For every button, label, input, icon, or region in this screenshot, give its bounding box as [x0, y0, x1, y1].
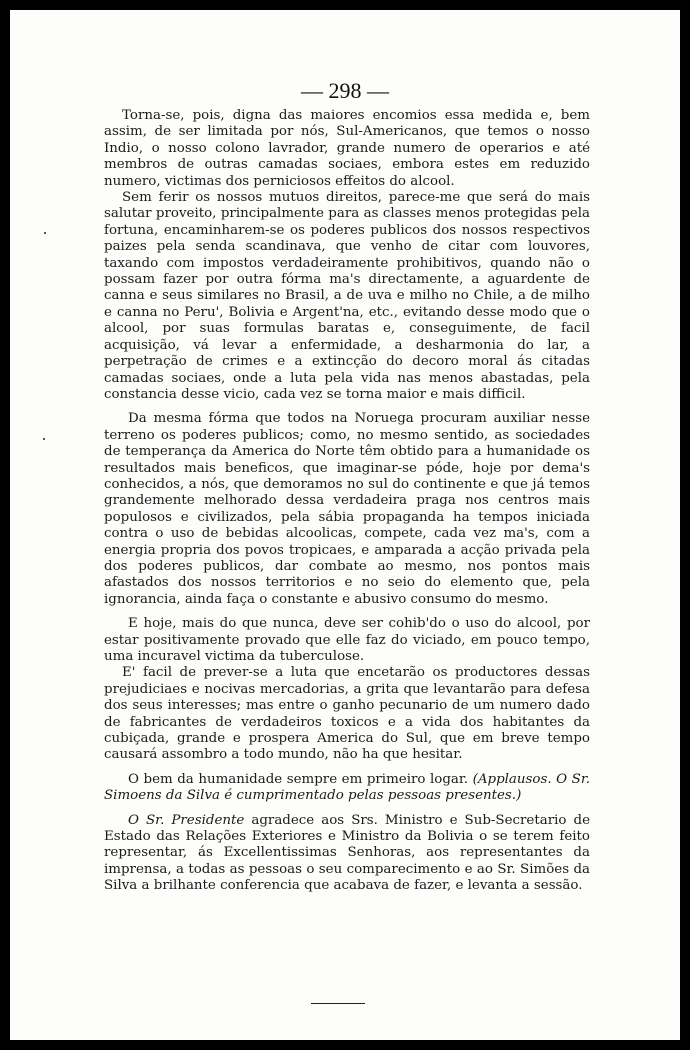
- applause-note: (Applausos. O Sr. Simoens da Silva é cumprimentado pelas pessoas presentes.): [104, 771, 590, 804]
- paragraph-5: E' facil de prever-se a luta que encetarão os productores dessas prejudiciaes e nocivas mercadorias, a grita que levantarão para defesa dos seus interesses; mas entre o ganho pecunario de um numero dado de fabricantes de verdadeiros toxicos e a vida dos habitantes da cubiçada, grande e prospera America do Sul, que em breve tempo causará assombro a todo mundo, não ha que hesitar.: [104, 665, 590, 763]
- paragraph-1: Torna-se, pois, digna das maiores encomios essa medida e, bem assim, de ser limitada por nós, Sul-Americanos, que temos o nosso Indio, o nosso colono lavrador, grande numero de operarios e até membros de outras camadas sociaes, embora estes em reduzido numero, victimas dos perniciosos effeitos do alcool.: [104, 108, 590, 189]
- final-text: agradece aos Srs. Ministro e Sub-Secretario de Estado das Relações Exteriores e Ministro da Bolivia o se terem feito representar, ás Excellentissimas Senhoras, aos representantes da imprensa, a todas as pessoas o seu comparecimento e ao Sr. Simões da Silva a brilhante conferencia que acabava de fazer, e levanta a sessão.: [104, 812, 590, 894]
- paragraph-2: Sem ferir os nossos mutuos direitos, parece-me que será do mais salutar proveito, principalmente para as classes menos protegidas pela fortuna, encaminharem-se os poderes publicos dos nossos respectivos paizes pela senda scandinava, que venho de citar com louvores, taxando com impostos verdadeiramente prohibitivos, quando não o possam fazer por outra fórma ma's directamente, a aguardente de canna e seus similares no Brasil, a de uva e milho no Chile, a de milho e canna no Peru', Bolivia e Argent'na, etc., evitando desse modo que o alcool, por suas formulas baratas e, conseguimente, de facil acquisição, vá levar a enfermidade, a desharmonia do lar, a perpetração de crimes e a extincção do decoro moral ás citadas camadas sociaes, onde a luta pela vida nas menos abastadas, pela constancia desse vicio, cada vez se torna maior e mais difficil.: [104, 190, 590, 402]
- speaker-name: O Sr. Presidente: [128, 812, 245, 828]
- paragraph-4: E hoje, mais do que nunca, deve ser cohib'do o uso do alcool, por estar positivamente provado que elle faz do viciado, em pouco tempo, uma incuravel victima da tuberculose.: [104, 616, 590, 664]
- scan-speck: [43, 438, 45, 440]
- page-number: — 298 —: [301, 78, 389, 103]
- scan-speck: [44, 232, 46, 234]
- paragraph-3: Da mesma fórma que todos na Noruega procuram auxiliar nesse terreno os poderes publicos; como, no mesmo sentido, as sociedades de temperança da America do Norte têm obtido para a humanidade os resultados mais beneficos, que imaginar-se póde, hoje por dema's conhecidos, a nós, que demoramos no sul do continente e que já temos grandemente melhorado dessa verdadeira praga nos centros mais populosos e civilizados, pela sábia propaganda ha tempos iniciada contra o uso de bebidas alcoolicas, compete, cada vez ma's, com a energia propria dos povos tropicaes, e amparada a acção privada pela dos poderes publicos, dar combate ao mesmo, nos pontos mais afastados dos nossos territorios e no seio do elemento que, pela ignorancia, ainda faça o constante e abusivo consumo do mesmo.: [104, 411, 590, 607]
- closing-text: O bem da humanidade sempre em primeiro logar.: [128, 771, 469, 787]
- document-page: [10, 10, 680, 1040]
- body-text: [104, 108, 590, 895]
- closing-paragraph: [104, 772, 590, 805]
- final-paragraph: [104, 813, 590, 895]
- closing-rule: [311, 1003, 365, 1004]
